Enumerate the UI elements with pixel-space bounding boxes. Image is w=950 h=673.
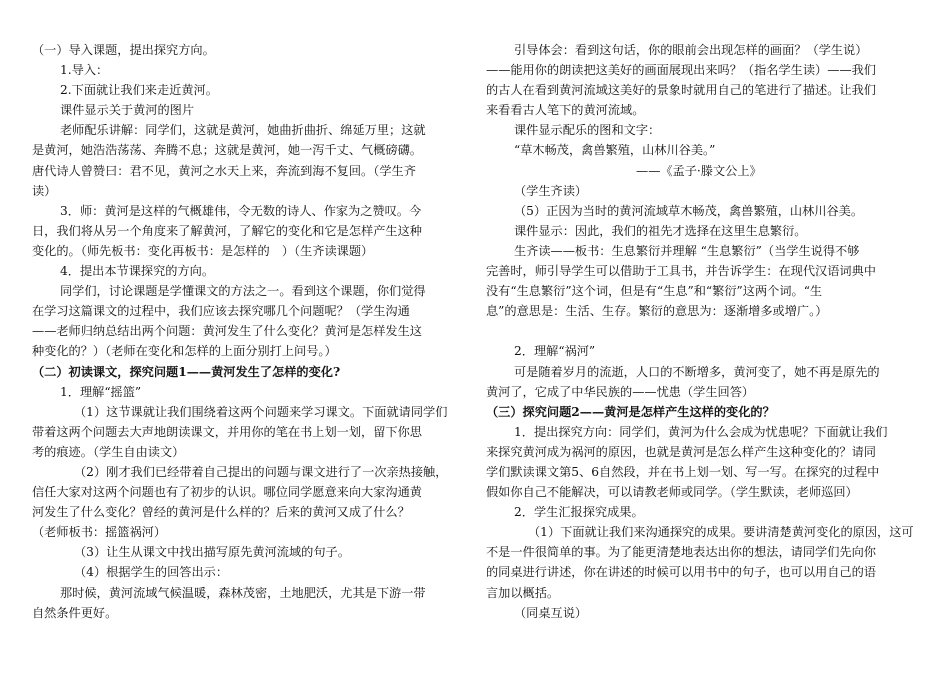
text-line: 同学们，讨论课题是学懂课文的方法之一。看到这个课题，你们觉得 — [60, 284, 426, 299]
text-line: ——《孟子·滕文公上》 — [636, 163, 762, 178]
text-line: 课件显示关于黄河的图片 — [60, 103, 195, 118]
text-line: 课件显示配乐的图和文字： — [514, 123, 661, 138]
text-line: 种变化的？）（老师在变化和怎样的上面分别打上问号。） — [32, 344, 337, 359]
text-line: 言加以概括。 — [486, 585, 560, 600]
text-line: 引导体会：看到这句话，你的眼前会出现怎样的画面？（学生说） — [514, 43, 868, 57]
text-line: 唐代诗人曾赞曰：君不见，黄河之水天上来，奔流到海不复回。（学生齐 — [32, 163, 416, 178]
text-line: 3．师：黄河是这样的气概雄伟，令无数的诗人、作家为之赞叹。今 — [60, 203, 422, 218]
text-line: 假如你自己不能解决，可以请教老师或同学。（学生默读，老师巡回） — [486, 485, 858, 500]
text-line: 的古人在看到黄河流域这美好的景象时就用自己的笔进行了描述。让我们 — [486, 83, 876, 98]
text-line: 没有“生息繁衍”这个词，但是有“生息”和“繁衍”这两个词。“生 — [486, 284, 823, 299]
text-line: 2.下面就让我们来走近黄河。 — [60, 83, 218, 98]
text-line: （学生齐读） — [514, 183, 588, 198]
text-line: （一）导入课题，提出探究方向。 — [32, 43, 215, 57]
text-line: 的同桌进行讲述，你在讲述的时候可以用书中的句子，也可以用自己的语 — [486, 565, 876, 580]
text-line: 4．提出本节课探究的方向。 — [60, 264, 215, 279]
text-line: 1．理解“摇篮” — [60, 384, 142, 399]
left-column — [32, 40, 464, 623]
text-line: 日，我们将从另一个角度来了解黄河，了解它的变化和它是怎样产生这种 — [32, 223, 422, 238]
section-heading: （三）探究问题2——黄河是怎样产生这样的变化的？ — [486, 404, 775, 419]
text-line: 不是一件很简单的事。为了能更清楚地表达出你的想法，请同学们先向你 — [486, 545, 876, 560]
text-line: 黄河了，它成了中华民族的——忧患（学生回答） — [486, 384, 755, 399]
text-line: 变化的。（师先板书：变化再板书：是怎样的 ）（生齐读课题） — [32, 243, 374, 258]
text-line: 信任大家对这两个问题也有了初步的认识。哪位同学愿意来向大家沟通黄 — [32, 485, 422, 500]
text-line: （4）根据学生的回答出示： — [74, 565, 229, 580]
text-line: 来看看古人笔下的黄河流域。 — [486, 103, 645, 118]
text-line: 来探究黄河成为祸河的原因，也就是黄河是怎么样产生这种变化的？请同 — [486, 444, 876, 459]
text-line: ——能用你的朗读把这美好的画面展现出来吗？（指名学生读）——我们 — [486, 63, 876, 78]
text-line: 2．理解“祸河” — [514, 344, 596, 359]
text-line: 完善时，师引导学生可以借助于工具书，并告诉学生：在现代汉语词典中 — [486, 264, 876, 279]
text-line — [486, 321, 918, 341]
text-line: 息”的意思是：生活、生存。繁衍的意思为：逐渐增多或增广。） — [486, 304, 828, 319]
text-line: 课件显示：因此，我们的祖先才选择在这里生息繁衍。 — [514, 223, 807, 238]
text-line: （5）正因为当时的黄河流域草木畅茂，禽兽繁殖，山林川谷美。 — [514, 203, 864, 218]
text-line: （3）让生从课文中找出描写原先黄河流域的句子。 — [74, 545, 350, 560]
text-line: 生齐读——板书：生息繁衍并理解 “生息繁衍”（当学生说得不够 — [514, 243, 860, 258]
text-line: 考的痕迹。（学生自由读文） — [32, 444, 185, 459]
text-line: 那时候，黄河流域气候温暖，森林茂密，土地肥沃，尤其是下游一带 — [60, 585, 426, 600]
text-line: （1）下面就让我们来沟通探究的成果。要讲清楚黄河变化的原因，这可 — [528, 525, 914, 540]
text-line: 2．学生汇报探究成果。 — [514, 505, 644, 520]
text-line: 1.导入： — [60, 63, 109, 78]
text-line: “草木畅茂，禽兽繁殖，山林川谷美。” — [514, 143, 716, 158]
text-line: 在学习这篇课文的过程中，我们应该去探究哪几个问题呢？（学生沟通 — [32, 304, 410, 319]
text-line: （1）这节课就让我们围绕着这两个问题来学习课文。下面就请同学们 — [74, 404, 448, 419]
text-line: 自然条件更好。 — [32, 605, 118, 620]
text-line: 河发生了什么变化？曾经的黄河是什么样的？后来的黄河又成了什么？ — [32, 505, 410, 520]
text-line: 是黄河，她浩浩荡荡、奔腾不息；这就是黄河，她一泻千丈、气概磅礴。 — [32, 143, 422, 158]
right-column — [486, 40, 918, 623]
text-line: 老师配乐讲解：同学们，这就是黄河，她曲折曲折、绵延万里；这就 — [60, 123, 426, 138]
text-line: 可是随着岁月的流逝，人口的不断增多，黄河变了，她不再是原先的 — [514, 364, 880, 379]
text-line: 1．提出探究方向：同学们，黄河为什么会成为忧患呢？下面就让我们 — [514, 424, 888, 439]
text-line: 读） — [32, 183, 57, 198]
text-line: （老师板书：摇篮祸河） — [32, 525, 167, 540]
section-heading: （二）初读课文，探究问题1——黄河发生了怎样的变化? — [32, 364, 341, 379]
text-line: （2）刚才我们已经带着自己提出的问题与课文进行了一次亲热接触， — [74, 464, 448, 479]
text-line: （同桌互说） — [514, 605, 588, 620]
text-line: ——老师归纳总结出两个问题：黄河发生了什么变化？黄河是怎样发生这 — [32, 324, 422, 339]
text-line: 带着这两个问题去大声地朗读课文，并用你的笔在书上划一划，留下你思 — [32, 424, 422, 439]
text-line: 学们默读课文第5、6自然段，并在书上划一划、写一写。在探究的过程中 — [486, 464, 880, 479]
